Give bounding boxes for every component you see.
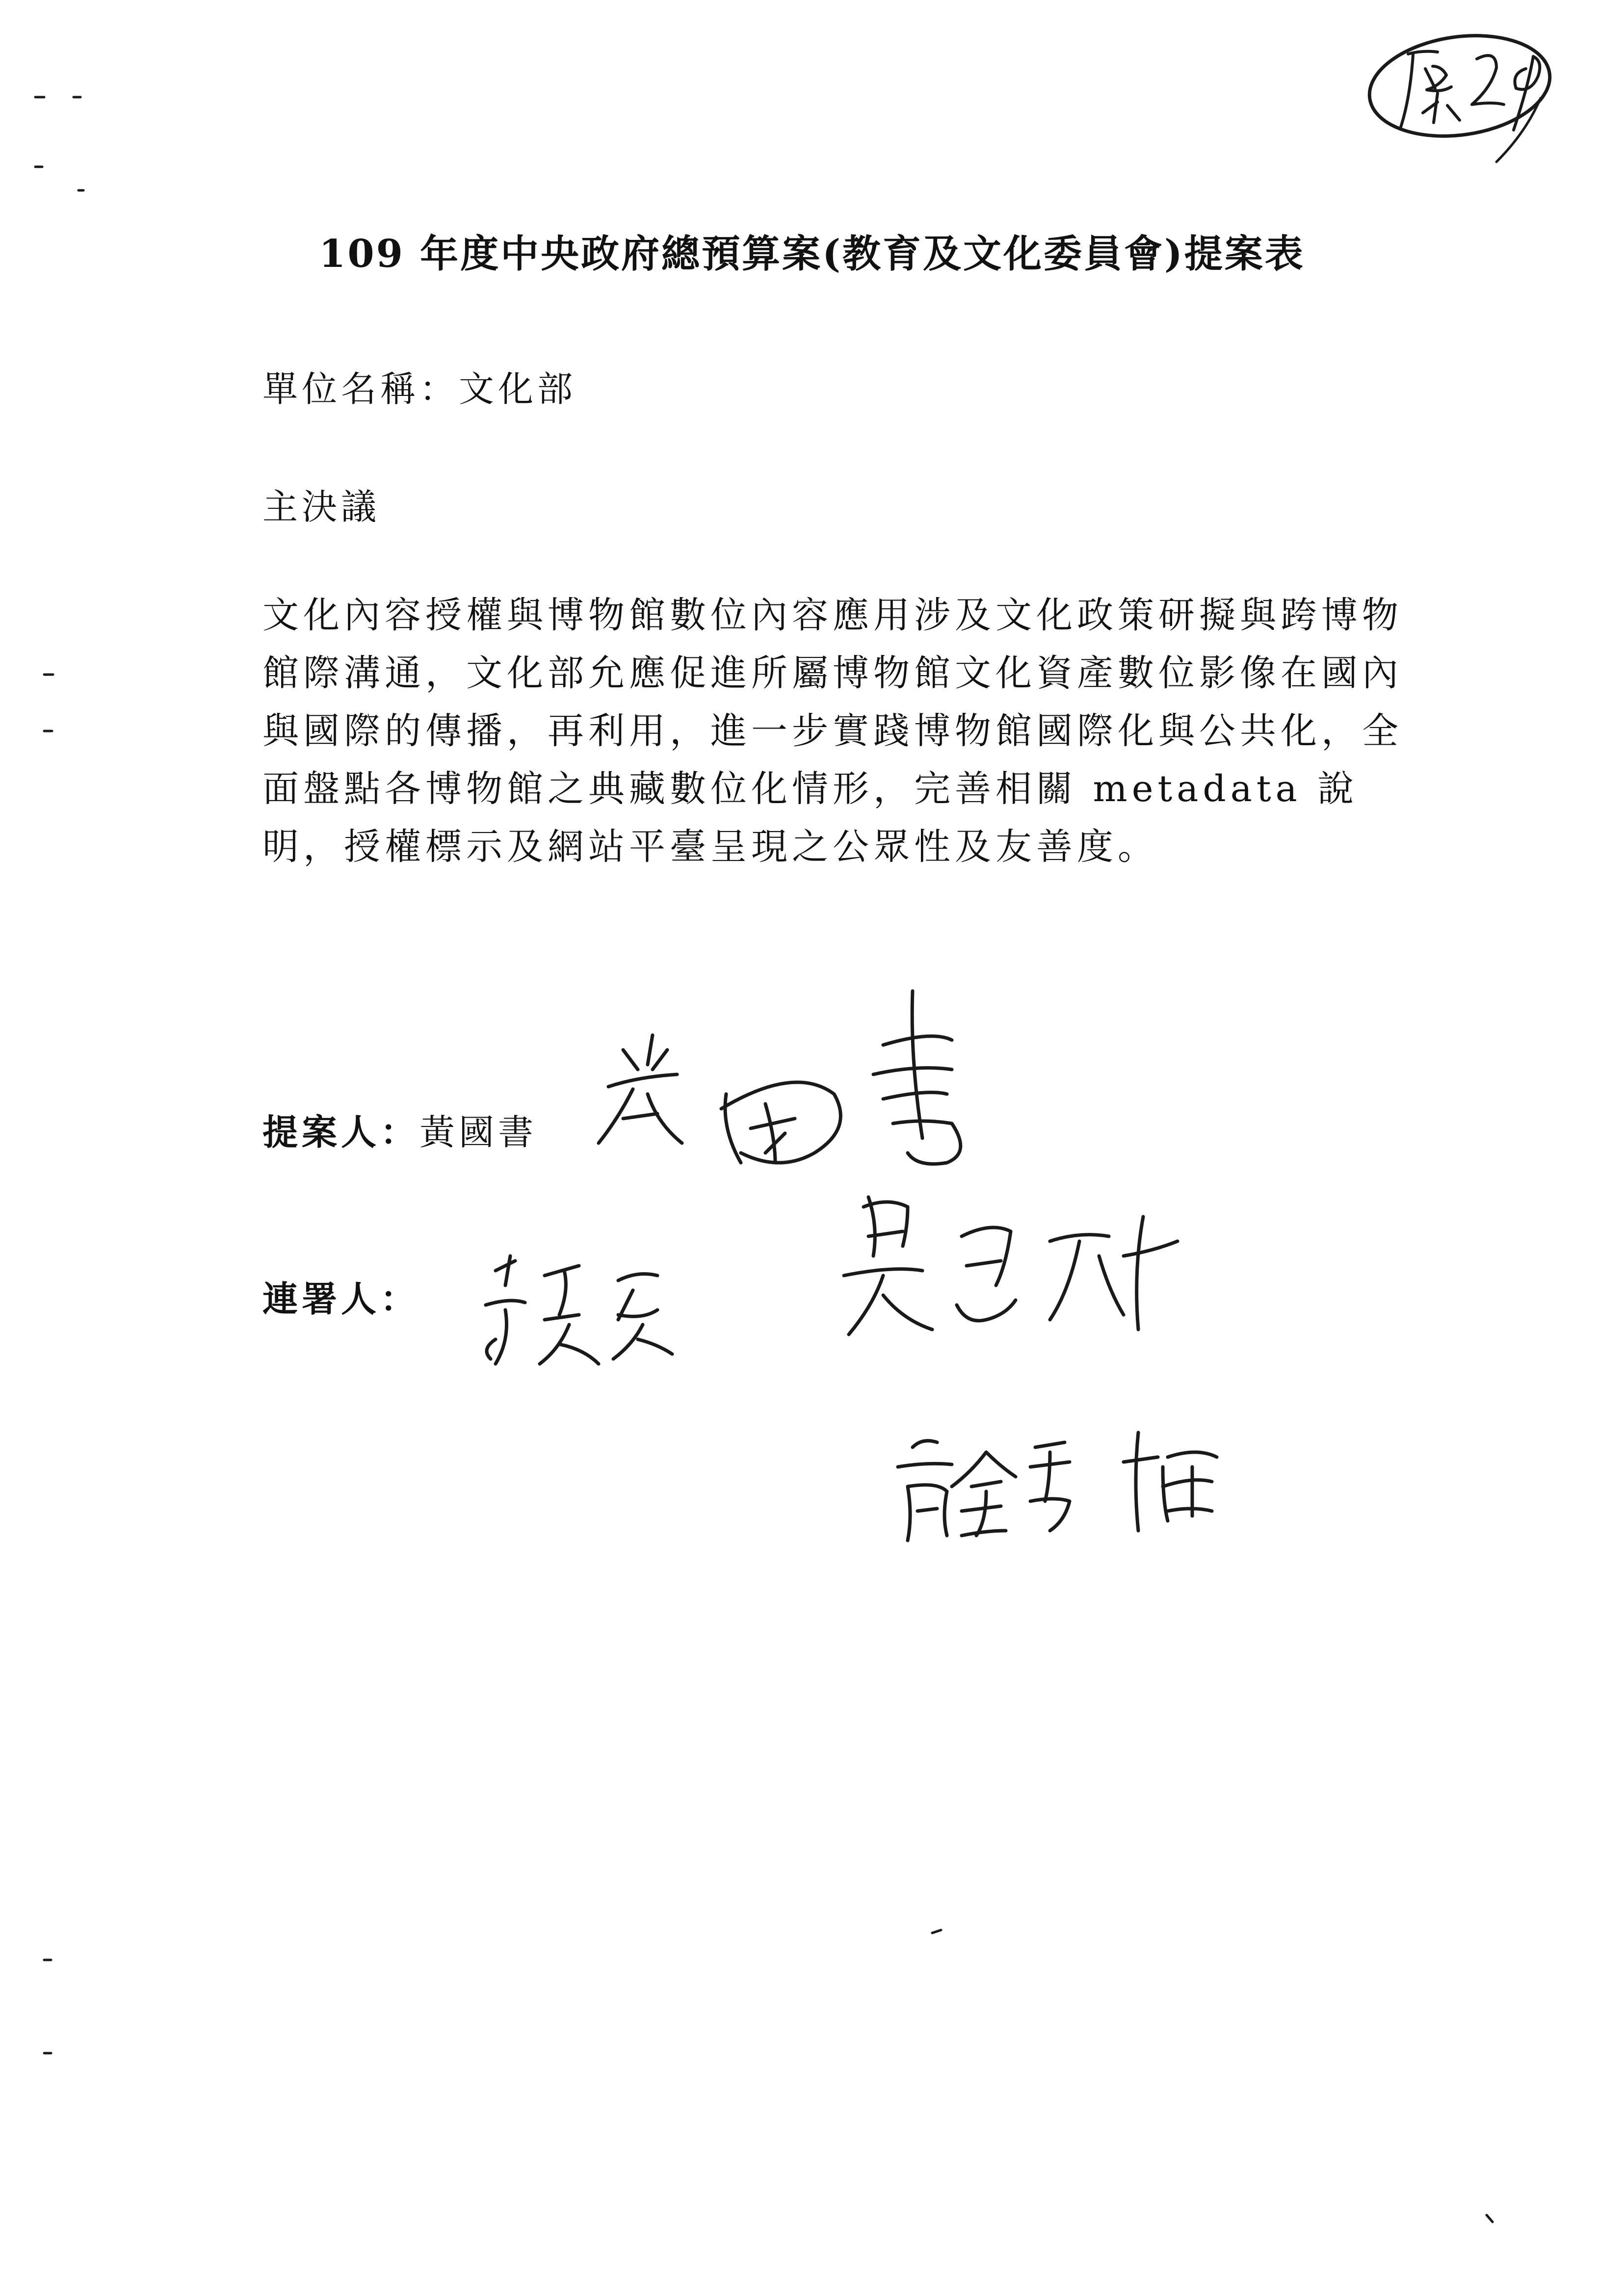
cosigner-signature-2 — [844, 1197, 1178, 1334]
resolution-heading: 主決議 — [262, 486, 381, 527]
resolution-body: 文化內容授權與博物館數位內容應用涉及文化政策研擬與跨博物館際溝通，文化部允應促進所屬博物館文化資產數位影像在國內與國際的傳播，再利用，進一步實踐博物館國際化與公共化，全面盤點各博物館之典藏數位化情形，完善相關 metadata 說明，授權標示及網站平臺呈現之公眾性及友善度。 — [262, 594, 1403, 868]
proposer-signature — [599, 991, 961, 1164]
proposer-label: 提案人： — [262, 1111, 420, 1153]
scan-specks — [35, 97, 1493, 2222]
proposer-name: 黃國書 — [419, 1112, 538, 1153]
unit-name: 文化部 — [459, 368, 577, 410]
cosigner-signature-3 — [898, 1433, 1217, 1540]
proposer-line — [262, 1104, 537, 1155]
cosigner-label: 連署人： — [262, 1278, 420, 1320]
cosigner-signature-1 — [486, 1256, 672, 1364]
stamp-annotation — [1363, 25, 1556, 162]
unit-line — [262, 361, 576, 412]
unit-label: 單位名稱： — [262, 368, 459, 410]
page-title: 109 年度中央政府總預算案(教育及文化委員會)提案表 — [319, 232, 1305, 276]
